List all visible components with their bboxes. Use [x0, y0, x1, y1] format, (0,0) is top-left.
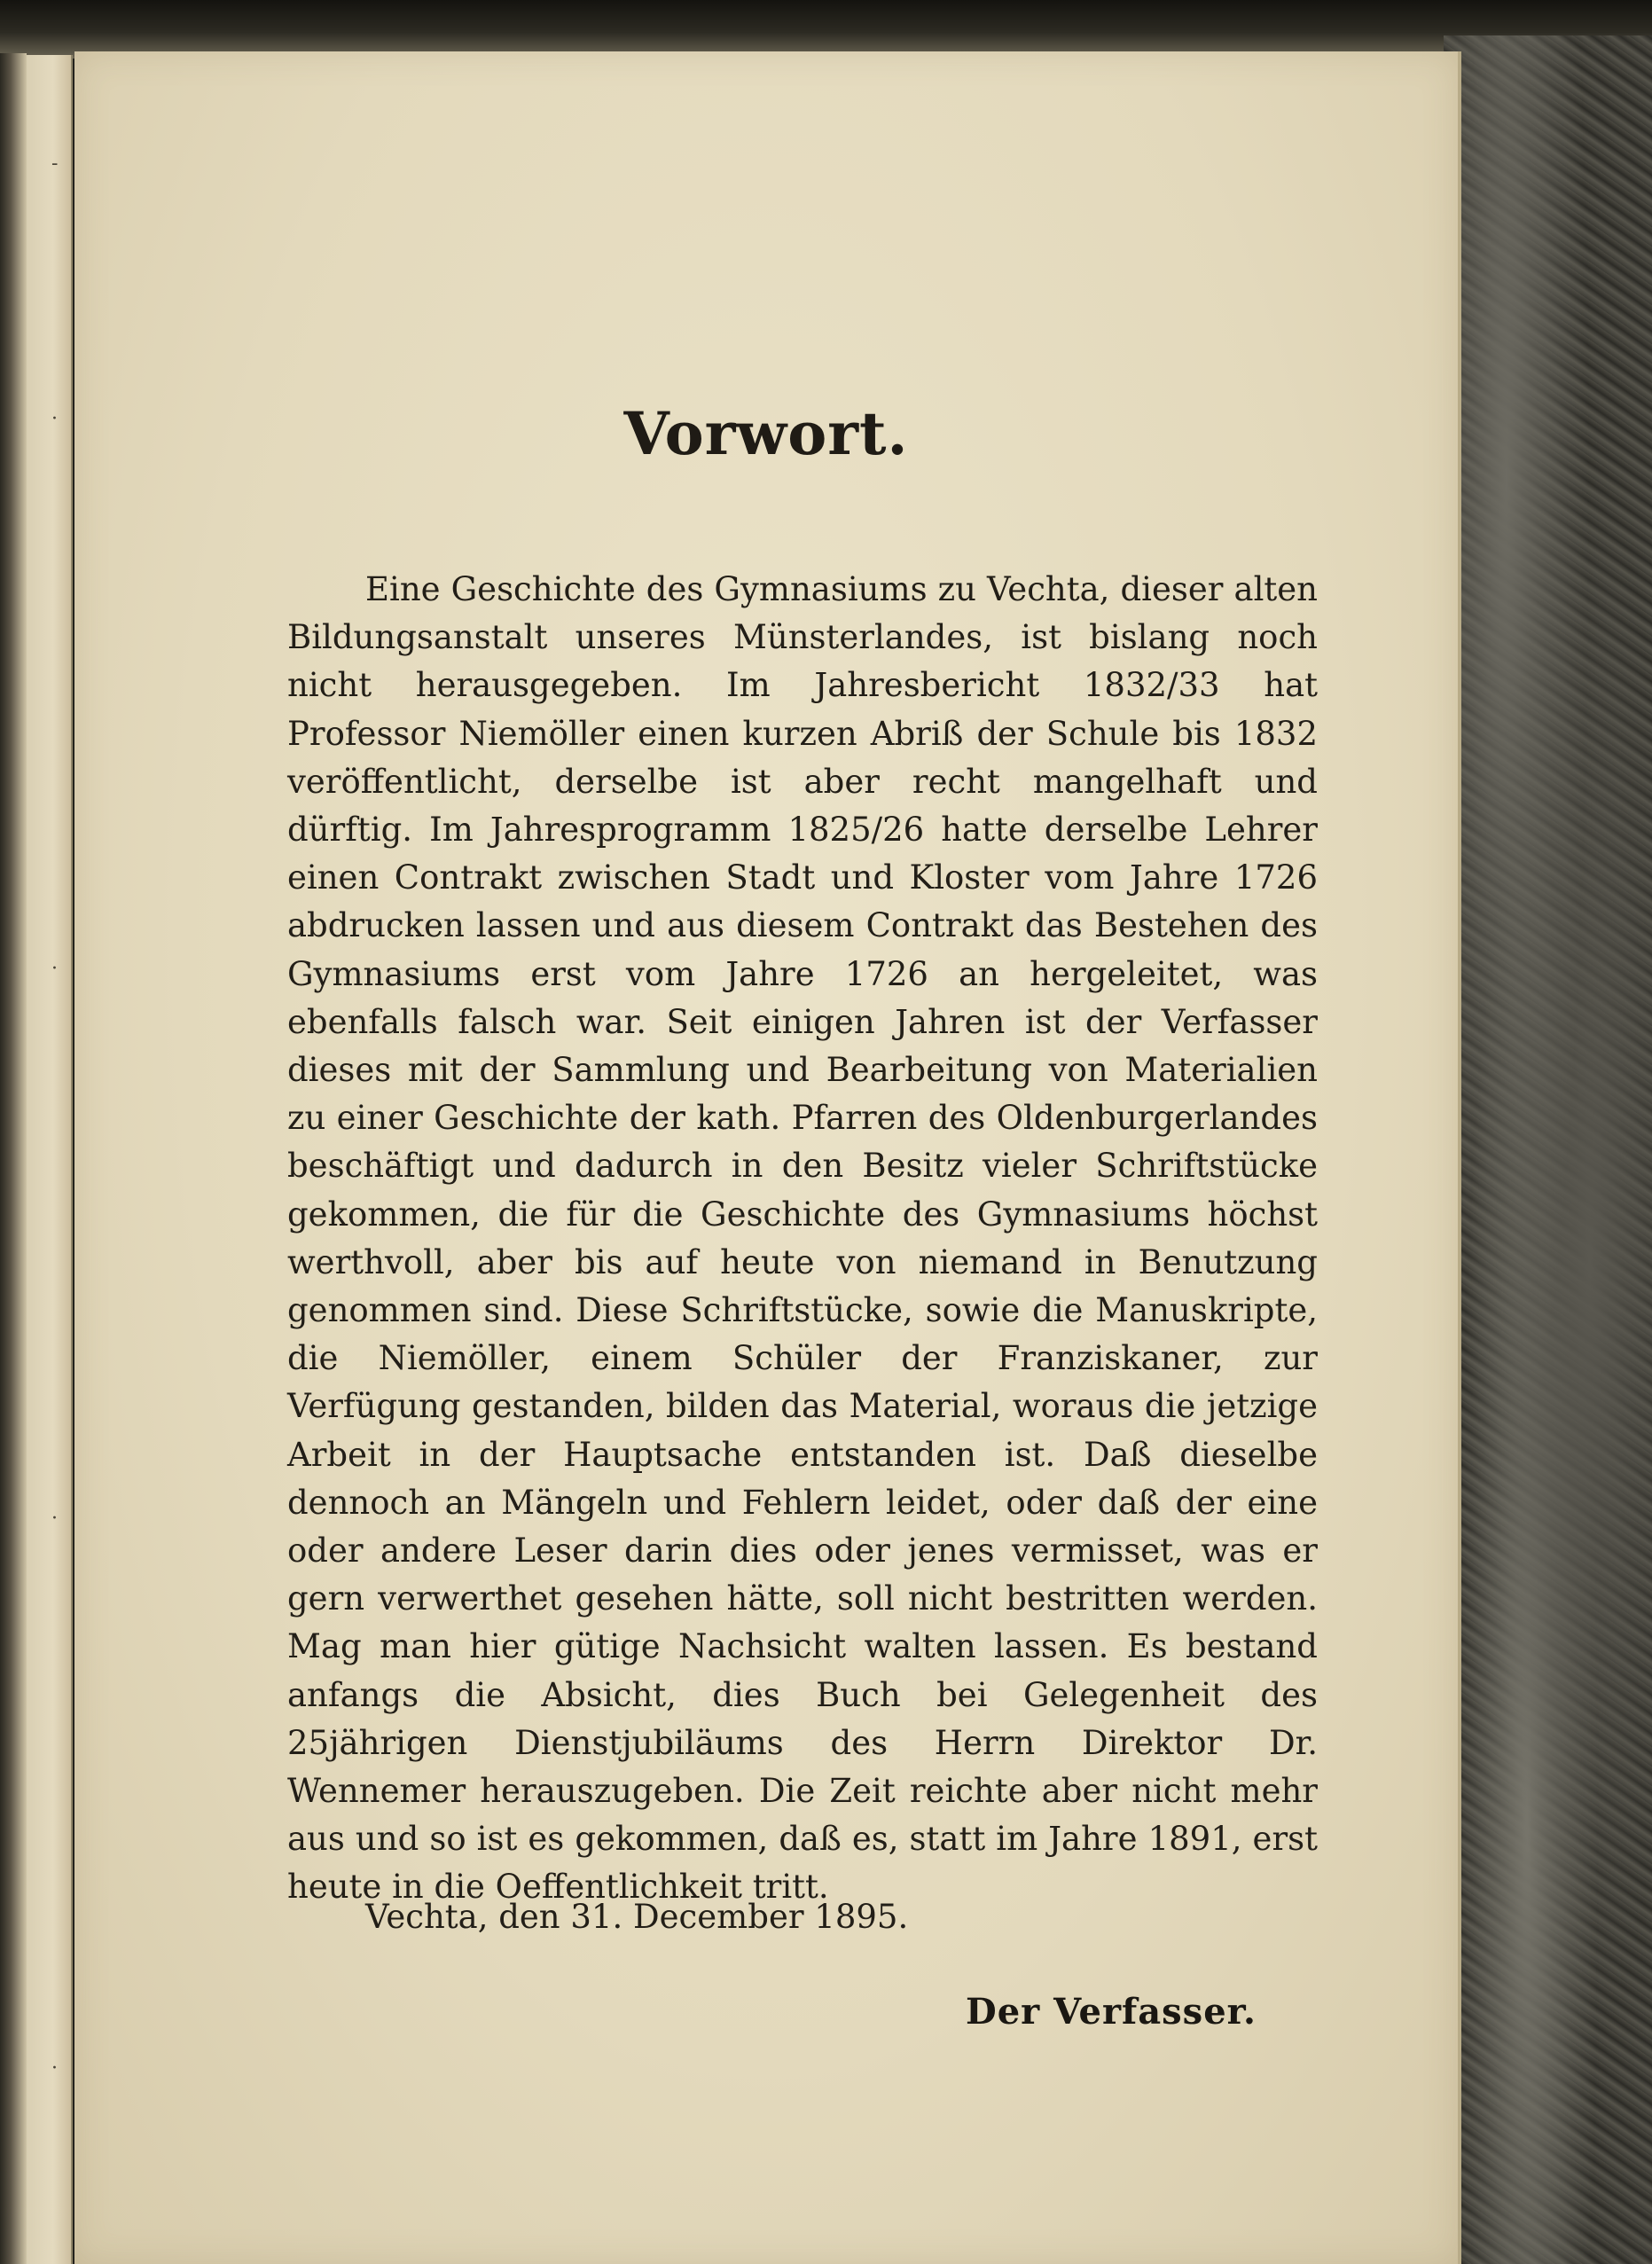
book-page [74, 51, 1461, 2264]
margin-mark: · [51, 408, 58, 430]
dateline: Vechta, den 31. December 1895. [365, 1898, 909, 1936]
preface-body [287, 566, 1318, 1912]
margin-mark: - [51, 153, 59, 175]
margin-mark: · [51, 2057, 58, 2080]
margin-mark: · [51, 1508, 58, 1530]
marbled-endpaper [1444, 35, 1652, 2264]
author-signature: Der Verfasser. [966, 1991, 1257, 2033]
page-title: Vorwort. [623, 399, 909, 468]
facing-page-edge [27, 55, 73, 2264]
binding-gutter [0, 53, 27, 2264]
preface-paragraph: Eine Geschichte des Gymnasiums zu Vechta, dieser alten Bildungsanstalt unseres Münsterlandes, ist bislang noch nicht herausgegeben. Im Jahresbericht 1832/33 hat Professor Niemöller einen kurzen Abriß der Schule bis 1832 veröffentlicht, derselbe ist aber recht mangelhaft und dürftig. Im Jahresprogramm 1825/26 hatte derselbe Lehrer einen Contrakt zwischen Stadt und Kloster vom Jahre 1726 abdrucken lassen und aus diesem Contrakt das Bestehen des Gymnasiums erst vom Jahre 1726 an hergeleitet, was ebenfalls falsch war. Seit einigen Jahren ist der Verfasser dieses mit der Sammlung und Bearbeitung von Materialien zu einer Geschichte der kath. Pfarren des Oldenburgerlandes beschäftigt und dadurch in den Besitz vieler Schriftstücke gekommen, die für die Geschichte des Gymnasiums höchst werthvoll, aber bis auf heute von niemand in Benutzung genommen sind. Diese Schriftstücke, sowie die Manuskripte, die Niemöller, einem Schüler der Franziskaner, zur Verfügung gestanden, bilden das Material, woraus die jetzige Arbeit in der Hauptsache entstanden ist. Daß dieselbe dennoch an Mängeln und Fehlern leidet, oder daß der eine oder andere Leser darin dies oder jenes vermisset, was er gern verwerthet gesehen hätte, soll nicht bestritten werden. Mag man hier gütige Nachsicht walten lassen. Es bestand anfangs die Absicht, dies Buch bei Gelegenheit des 25jährigen Dienstjubiläums des Herrn Direktor Dr. Wennemer herauszugeben. Die Zeit reichte aber nicht mehr aus und so ist es gekommen, daß es, statt im Jahre 1891, erst heute in die Oeffentlichkeit tritt. [287, 570, 1318, 1907]
book-top-edge [0, 0, 1652, 59]
margin-mark: · [51, 958, 58, 980]
